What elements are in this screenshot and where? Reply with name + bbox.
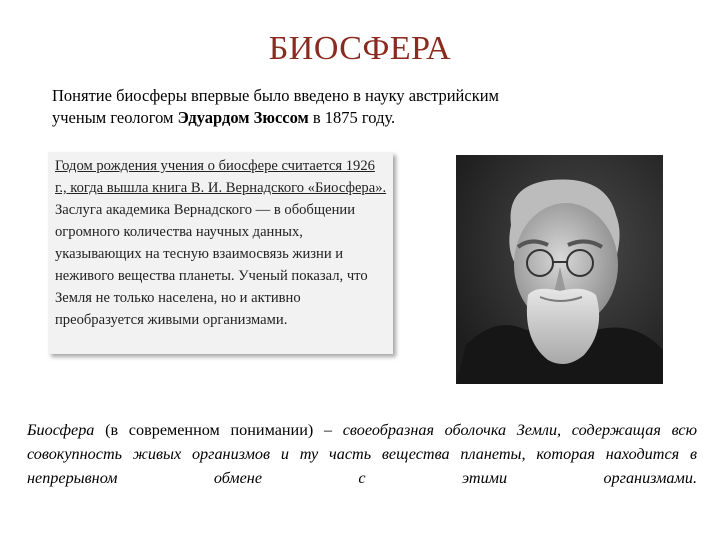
birth-year-statement: Годом рождения учения о биосфере считается 1926 г., когда вышла книга В. И. Вернадского «Биосфера».: [55, 158, 387, 196]
intro-line-2a: ученым геологом: [52, 108, 178, 127]
suess-name: Эдуардом Зюссом: [177, 108, 309, 127]
biosphere-definition: [27, 418, 697, 490]
vernadsky-portrait: [456, 155, 663, 384]
vernadsky-paragraph: [55, 155, 390, 331]
portrait-illustration-icon: [456, 155, 663, 384]
definition-text: своеобразная оболочка Земли, содержащая всю совокупность живых организмов и ту часть вещества планеты, которая находится в непрерывном обмене с этими организмами.: [27, 421, 698, 487]
intro-paragraph: [52, 85, 652, 129]
intro-line-1: Понятие биосферы впервые было введено в науку австрийским: [52, 86, 499, 105]
vernadsky-info-panel: [48, 152, 393, 354]
definition-term: Биосфера: [27, 421, 95, 439]
definition-qualifier: (в современном понимании) –: [94, 421, 343, 439]
merit-statement: Заслуга академика Вернадского — в обобщении огромного количества научных данных, указывающих на тесную взаимосвязь жизни и неживого вещества планеты. Ученый показал, что Земля не только населена, но и активно преобразуется живыми организмами.: [55, 202, 368, 328]
slide-title: БИОСФЕРА: [268, 30, 452, 67]
intro-line-2b: в 1875 году.: [308, 108, 396, 127]
